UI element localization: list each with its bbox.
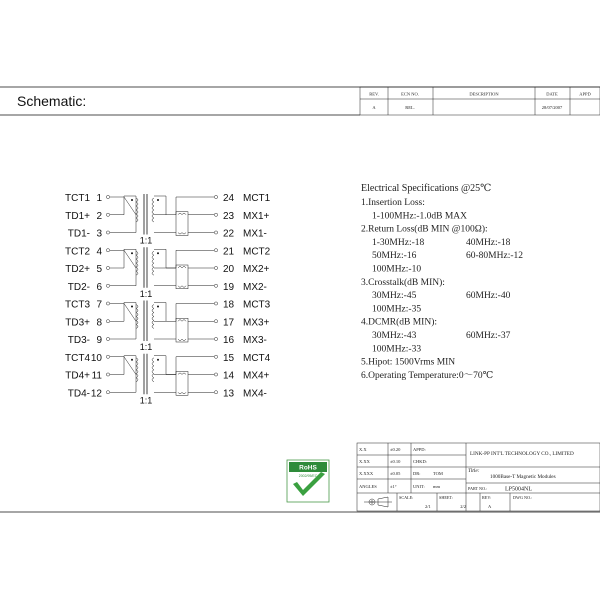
pin-right-number: 20 (223, 264, 235, 275)
field-dr: DR: (413, 471, 421, 476)
tol-value-4: ±1° (390, 484, 397, 489)
pin-right-label: MX4- (243, 388, 267, 400)
spec-line: 1.Insertion Loss: (361, 198, 425, 208)
pin-left-terminal (106, 231, 109, 234)
pin-left-label: TCT1 (65, 193, 90, 204)
pin-left-label: TD2+ (65, 264, 90, 275)
pin-right-label: MX2+ (243, 264, 270, 275)
rev-row-date: 28/07/2007 (541, 105, 563, 110)
field-appd: APPD: (413, 447, 426, 452)
pin-right-number: 17 (223, 317, 235, 329)
spec-line: 1-100MHz:-1.0dB MAX (372, 211, 467, 222)
pin-right-number: 22 (223, 228, 235, 240)
spec-line: 30MHz:-45 (372, 291, 417, 302)
pin-left-label: TCT3 (65, 299, 90, 311)
pin-left-label: TD1+ (65, 210, 90, 222)
pin-right-number: 18 (223, 299, 235, 311)
turns-ratio-label: 1:1 (139, 288, 153, 299)
pin-right-terminal (214, 391, 217, 394)
spec-line: 4.DCMR(dB MIN): (361, 317, 438, 328)
tol-label-2: X.XX (359, 459, 370, 464)
pin-left-terminal (106, 355, 109, 358)
pin-left-terminal (106, 266, 109, 269)
pin-right-terminal (214, 355, 217, 358)
pin-right-terminal (214, 302, 217, 305)
spec-line: 3.Crosstalk(dB MIN): (361, 277, 445, 288)
pin-left-terminal (106, 249, 109, 252)
spec-line: 30MHz:-43 (372, 331, 417, 341)
spec-line-secondary: 40MHz:-18 (466, 237, 511, 248)
schematic-title: Schematic: (17, 93, 87, 109)
spec-line: 100MHz:-35 (372, 304, 422, 315)
pin-left-terminal (106, 373, 109, 376)
rev-col-ecn: ECN NO. (401, 91, 419, 97)
spec-line-secondary: 60MHz:-40 (466, 291, 511, 302)
pin-left-number: 2 (96, 210, 102, 222)
pin-left-number: 4 (96, 246, 102, 258)
spec-line-secondary: 60MHz:-37 (466, 331, 511, 341)
pin-left-terminal (106, 213, 109, 216)
spec-line: 2.Return Loss(dB MIN @100Ω): (361, 224, 488, 235)
pin-right-label: MCT1 (243, 193, 271, 204)
turns-ratio-label: 1:1 (139, 342, 153, 352)
field-chkd: CHKD: (413, 459, 428, 464)
transformer-circuit (65, 193, 271, 405)
pin-right-number: 21 (223, 246, 235, 258)
part-label: PART NO.: (468, 486, 488, 491)
pin-right-label: MX2- (243, 281, 267, 293)
pin-left-number: 7 (96, 299, 102, 311)
pin-left-terminal (106, 320, 109, 323)
rev-col-description: DESCRIPTION (469, 91, 499, 97)
spec-line-secondary: 60-80MHz:-12 (466, 251, 523, 262)
title-label: Title: (468, 468, 480, 474)
transformer-channel-3 (124, 301, 200, 353)
rohs-sub-text: 2002/95/EC (298, 474, 318, 478)
pin-left-terminal (106, 337, 109, 340)
pin-right-terminal (214, 337, 217, 340)
field-unit: UNIT: (413, 484, 425, 489)
pin-right-number: 24 (223, 193, 235, 204)
turns-ratio-label: 1:1 (139, 395, 153, 406)
pin-right-label: MX4+ (243, 370, 270, 382)
rohs-logo (287, 460, 329, 502)
tol-value-1: ±0.20 (390, 447, 401, 452)
spec-line: 100MHz:-33 (372, 344, 422, 355)
pin-left-terminal (106, 195, 109, 198)
pin-left-label: TD2- (67, 281, 90, 293)
specs-title: Electrical Specifications @25℃ (361, 183, 492, 194)
scale-value: 2/1 (425, 504, 431, 509)
pin-left-terminal (106, 391, 109, 394)
pin-left-number: 8 (96, 317, 102, 329)
pin-right-number: 16 (223, 335, 235, 346)
pin-right-label: MX1+ (243, 210, 270, 222)
pin-left-number: 3 (96, 228, 102, 240)
pin-left-number: 9 (96, 335, 102, 346)
title-value: 1000Base-T Magnetic Modules (490, 474, 556, 480)
spec-line: 50MHz:-16 (372, 251, 417, 262)
pin-right-terminal (214, 249, 217, 252)
dwg-label: DWG NO.: (513, 495, 533, 500)
pin-left-number: 10 (90, 352, 102, 364)
field-dr-value: TOM (433, 471, 443, 476)
spec-line: 5.Hipot: 1500Vrms MIN (361, 357, 456, 368)
pin-right-label: MCT2 (243, 246, 271, 258)
field-unit-value: mm (433, 484, 441, 489)
sheet-value: 2/2 (460, 504, 466, 509)
transformer-channel-4 (124, 354, 200, 406)
tol-label-1: X.X (359, 447, 367, 452)
pin-left-label: TCT4 (65, 352, 90, 364)
rev-value: A (488, 504, 492, 509)
pin-right-number: 19 (223, 281, 235, 293)
rev-row-rev: A (372, 105, 376, 110)
company-name: LINK-PP INT'L TECHNOLOGY CO., LIMITED (470, 451, 574, 457)
pin-right-label: MX3+ (243, 317, 270, 329)
turns-ratio-label: 1:1 (139, 235, 153, 246)
pin-left-terminal (106, 302, 109, 305)
pin-right-number: 14 (223, 370, 235, 382)
revision-table (360, 87, 600, 115)
pin-right-terminal (214, 213, 217, 216)
pin-right-terminal (214, 284, 217, 287)
pin-right-terminal (214, 266, 217, 269)
pin-left-label: TCT2 (65, 246, 90, 258)
pin-right-label: MX3- (243, 335, 267, 346)
pin-right-label: MX1- (243, 228, 267, 240)
pin-right-number: 13 (223, 388, 235, 400)
rev-label: REV: (482, 495, 492, 500)
spec-line: 1-30MHz:-18 (372, 237, 425, 248)
pin-right-label: MCT4 (243, 352, 271, 364)
scale-label: SCALE: (399, 495, 414, 500)
transformer-channel-2 (124, 247, 200, 299)
rohs-badge-text: RoHS (299, 464, 317, 472)
pin-left-label: TD3+ (65, 317, 90, 329)
rev-col-rev: REV. (369, 91, 379, 97)
spec-line: 100MHz:-10 (372, 264, 422, 275)
pin-left-label: TD3- (67, 335, 90, 346)
title-block (357, 443, 600, 511)
transformer-channel-1 (124, 194, 200, 246)
pin-right-label: MCT3 (243, 299, 271, 311)
pin-right-terminal (214, 373, 217, 376)
pin-left-number: 6 (96, 281, 102, 293)
pin-left-label: TD4- (67, 388, 90, 400)
pin-left-terminal (106, 284, 109, 287)
projection-symbol-icon (364, 497, 392, 507)
pin-left-number: 12 (90, 388, 102, 400)
rev-col-date: DATE (546, 91, 558, 97)
electrical-specifications (361, 183, 523, 381)
rev-row-ecn: REL. (405, 105, 415, 110)
sheet-label: SHEET: (439, 495, 453, 500)
pin-left-number: 11 (91, 370, 102, 382)
pin-right-number: 23 (223, 210, 235, 222)
pin-left-number: 5 (96, 264, 102, 275)
pin-left-label: TD4+ (65, 370, 90, 382)
rev-col-appd: APPD (579, 91, 591, 97)
tol-label-4: ANGLES (359, 484, 377, 489)
pin-right-terminal (214, 195, 217, 198)
pin-left-label: TD1- (67, 228, 90, 240)
pin-right-terminal (214, 231, 217, 234)
pin-left-number: 1 (96, 193, 102, 204)
tol-value-3: ±0.05 (390, 471, 401, 476)
pin-right-terminal (214, 320, 217, 323)
spec-line: 6.Operating Temperature:0～70℃ (361, 370, 494, 381)
tol-value-2: ±0.10 (390, 459, 401, 464)
tol-label-3: X.XXX (359, 471, 374, 476)
pin-right-number: 15 (223, 352, 235, 364)
part-value: LP5004NL (505, 486, 532, 493)
